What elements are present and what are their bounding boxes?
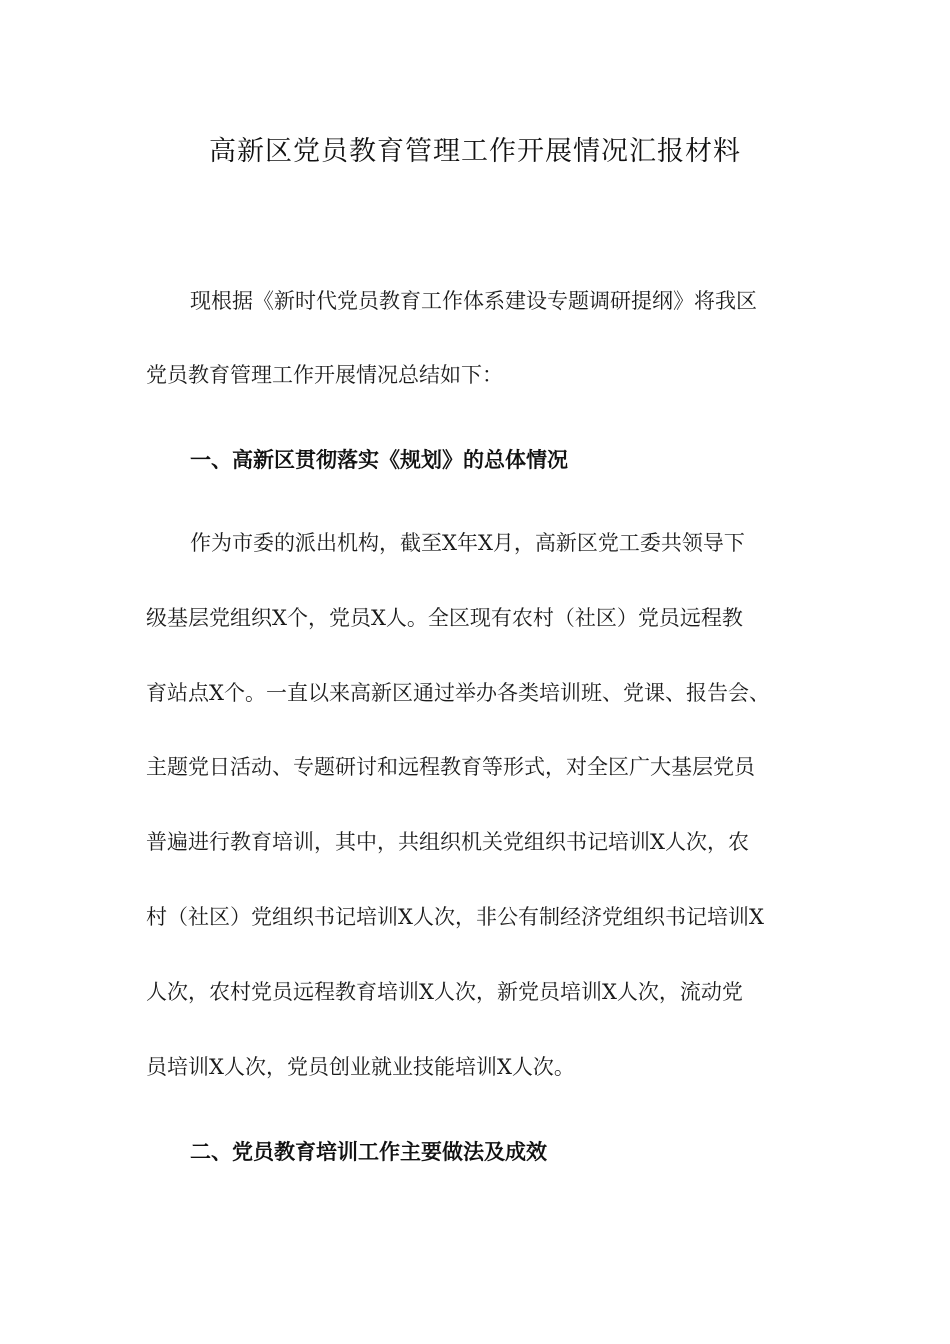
section-1-line-8: 员培训X人次，党员创业就业技能培训X人次。 (146, 1055, 575, 1079)
section-1-line-4: 主题党日活动、专题研讨和远程教育等形式，对全区广大基层党员 (146, 755, 755, 779)
section-1-heading: 一、高新区贯彻落实《规划》的总体情况 (190, 448, 568, 472)
section-1-line-5: 普遍进行教育培训，其中，共组织机关党组织书记培训X人次，农 (146, 830, 749, 854)
section-1-line-1: 作为市委的派出机构，截至X年X月，高新区党工委共领导下 (190, 531, 745, 555)
section-1-line-2: 级基层党组织X个，党员X人。全区现有农村（社区）党员远程教 (146, 606, 743, 630)
document-title: 高新区党员教育管理工作开展情况汇报材料 (209, 136, 741, 167)
section-1-line-6: 村（社区）党组织书记培训X人次，非公有制经济党组织书记培训X (146, 905, 764, 929)
section-2-heading: 二、党员教育培训工作主要做法及成效 (190, 1140, 547, 1164)
intro-line-1: 现根据《新时代党员教育工作体系建设专题调研提纲》将我区 (190, 289, 757, 313)
intro-line-2: 党员教育管理工作开展情况总结如下： (146, 363, 503, 387)
section-1-line-7: 人次，农村党员远程教育培训X人次，新党员培训X人次，流动党 (146, 980, 743, 1004)
section-1-line-3: 育站点X个。一直以来高新区通过举办各类培训班、党课、报告会、 (146, 681, 770, 705)
